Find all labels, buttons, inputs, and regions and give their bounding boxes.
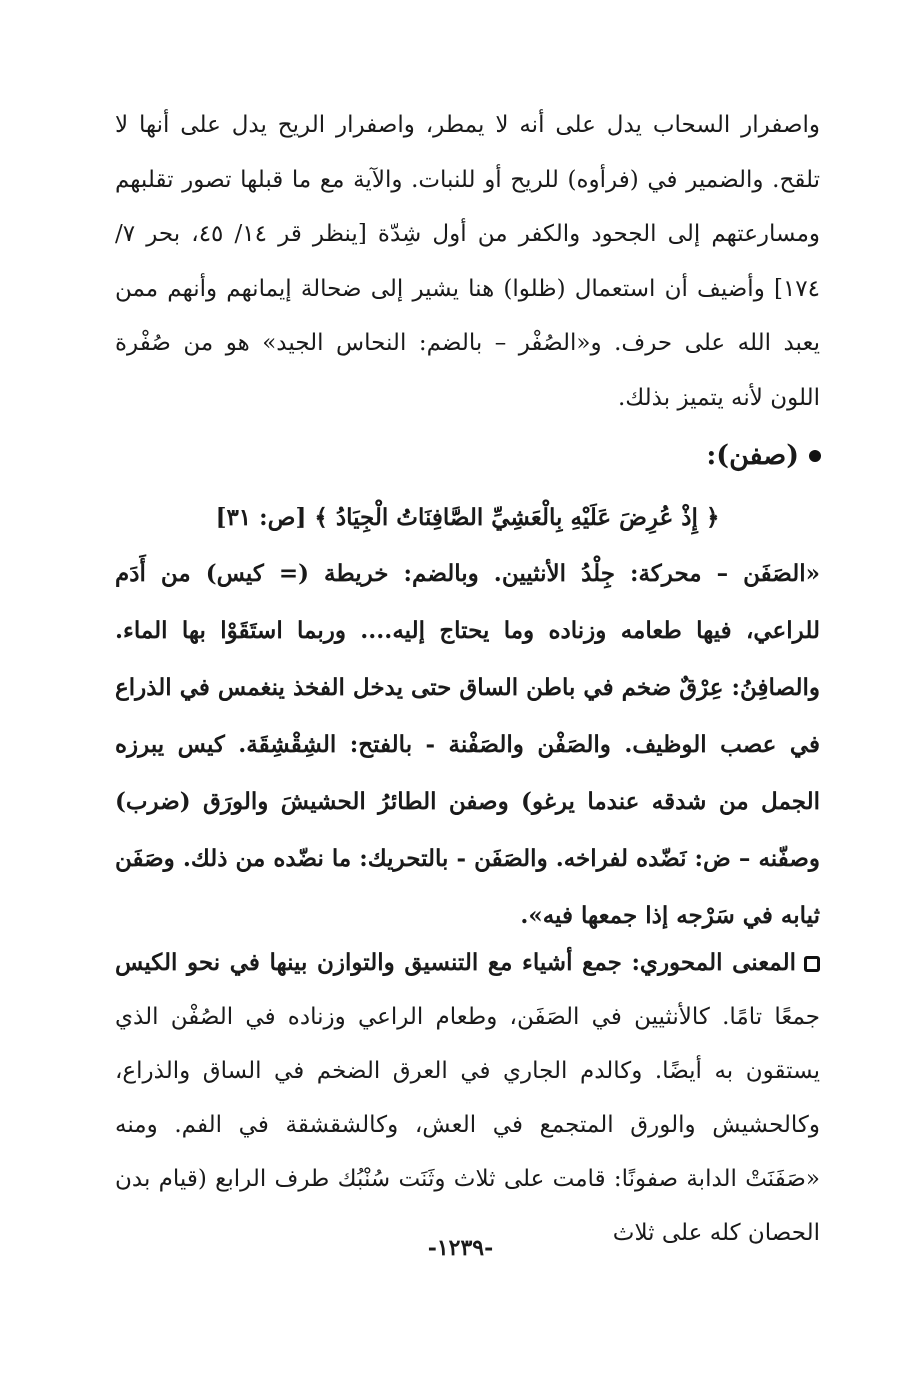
page-number: -١٢٣٩- xyxy=(427,1235,494,1261)
dictionary-quote-paragraph: «الصَفَن – محركة: جِلْدُ الأنثيين. وبالضم: خريطة (= كيس) من أَدَم للراعي، فيها طعامه وزناده وما يحتاج إليه.... وربما استَقَوْا بها الماء. والصافِنُ: عِرْقٌ ضخم في باطن الساق حتى يدخل الفخذ ينغمس في الذراع في عصب الوظيف. والصَفْن والصَفْنة - بالفتح: الشِقْشِقَة. كيس يبرزه الجمل من شدقه عندما يرغو) وصفن الطائرُ الحشيشَ والورَق (ضرب) وصفّنه – ض: نَضّده لفراخه. والصَفَن - بالتحريك: ما نضّده من ذلك. وصَفَن ثيابه في سَرْجه إذا جمعها فيه». xyxy=(115,560,820,929)
square-box-icon xyxy=(804,956,820,972)
core-meaning-text: جمعًا تامًا. كالأنثيين في الصَفَن، وطعام الراعي وزناده في الصُفْن الذي يستقون به أيضًا. وكالدم الجاري في العرق الضخم في الساق والذراع، وكالحشيش والورق المتجمع في العش، وكالشقشقة في الفم. ومنه «صَفَنَتْ الدابة صفونًا: قامت على ثلاث وثَنَت سُنْبُك طرف الرابع (قيام بدن الحصان كله على ثلاث xyxy=(115,1004,820,1246)
quran-verse: ﴿ إِذْ عُرِضَ عَلَيْهِ بِالْعَشِيِّ الصَّافِنَاتُ الْجِيَادُ ﴾ [ص: ٣١] xyxy=(215,504,720,531)
bullet-icon xyxy=(809,450,821,462)
core-meaning-lead: المعنى المحوري: جمع أشياء مع التنسيق والتوازن بينها في نحو الكيس xyxy=(115,949,796,976)
core-meaning-paragraph xyxy=(115,936,820,1260)
entry-heading-text: (صفن): xyxy=(706,440,799,471)
body-paragraph-1: واصفرار السحاب يدل على أنه لا يمطر، واصفرار الريح يدل على أنها لا تلقح. والضمير في (فرأوه) للريح أو للنبات. والآية مع ما قبلها تصور تقلبهم ومسارعتهم إلى الجحود والكفر من أول شِدّة [ينظر قر ١٤/ ٤٥، بحر ٧/ ١٧٤] وأضيف أن استعمال (ظلوا) هنا يشير إلى ضحالة إيمانهم وأنهم ممن يعبد الله على حرف. و«الصُفْر – بالضم: النحاس الجيد» هو من صُفْرة اللون لأنه يتميز بذلك. xyxy=(115,112,820,411)
entry-heading xyxy=(706,436,821,476)
